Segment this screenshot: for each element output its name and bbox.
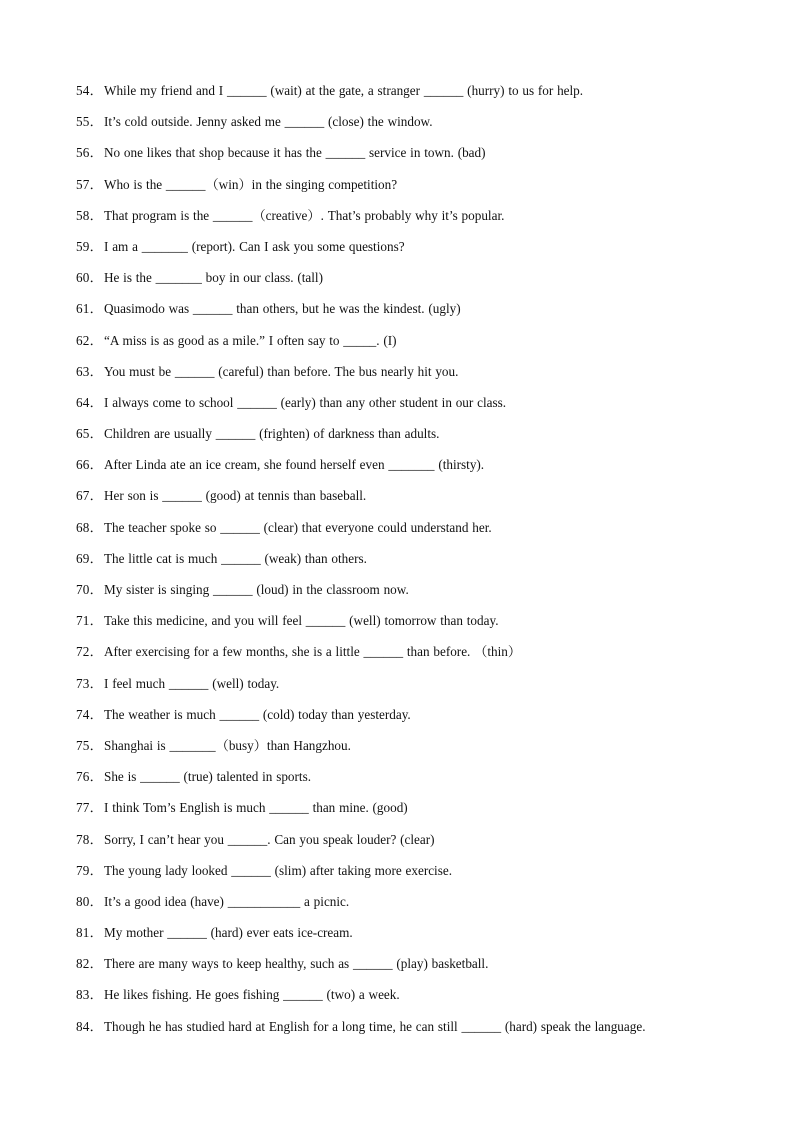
question-number: 80． — [76, 893, 103, 909]
question-item — [76, 922, 776, 953]
question-text: The weather is much ______ (cold) today than yesterday. — [104, 706, 411, 722]
question-text: Quasimodo was ______ than others, but he was the kindest. (ugly) — [104, 301, 461, 317]
question-number: 66． — [76, 457, 103, 473]
question-text: Take this medicine, and you will feel ______ (well) tomorrow than today. — [104, 613, 499, 629]
question-item — [76, 860, 776, 891]
question-number: 55． — [76, 114, 103, 130]
question-number: 76． — [76, 769, 103, 785]
question-item — [76, 829, 776, 860]
question-number: 58． — [76, 207, 103, 223]
question-text: The teacher spoke so ______ (clear) that everyone could understand her. — [104, 519, 492, 535]
question-item — [76, 641, 776, 672]
question-text: You must be ______ (careful) than before. The bus nearly hit you. — [104, 363, 459, 379]
question-number: 78． — [76, 831, 103, 847]
question-number: 64． — [76, 394, 103, 410]
question-text: It’s a good idea (have) ___________ a picnic. — [104, 893, 350, 909]
question-text: My mother ______ (hard) ever eats ice-cream. — [104, 925, 353, 941]
question-number: 83． — [76, 987, 103, 1003]
question-item — [76, 891, 776, 922]
question-number: 63． — [76, 363, 103, 379]
question-item — [76, 548, 776, 579]
question-number: 60． — [76, 270, 103, 286]
question-number: 71． — [76, 613, 103, 629]
question-item — [76, 517, 776, 548]
question-item — [76, 673, 776, 704]
question-text: The little cat is much ______ (weak) than others. — [104, 550, 367, 566]
question-number: 84． — [76, 1018, 103, 1034]
question-item — [76, 797, 776, 828]
question-number: 57． — [76, 176, 103, 192]
question-text: Who is the ______（win）in the singing competition? — [104, 176, 398, 192]
question-number: 72． — [76, 644, 103, 660]
question-item — [76, 610, 776, 641]
question-item — [76, 735, 776, 766]
question-text: I am a _______ (report). Can I ask you some questions? — [104, 238, 405, 254]
question-text: That program is the ______（creative）. That’s probably why it’s popular. — [104, 207, 505, 223]
question-number: 67． — [76, 488, 103, 504]
question-item — [76, 205, 776, 236]
question-item — [76, 579, 776, 610]
question-text: Sorry, I can’t hear you ______. Can you speak louder? (clear) — [104, 831, 435, 847]
question-text: He is the _______ boy in our class. (tall) — [104, 270, 323, 286]
question-text: I always come to school ______ (early) than any other student in our class. — [104, 394, 507, 410]
question-item — [76, 392, 776, 423]
question-item — [76, 423, 776, 454]
question-text: I feel much ______ (well) today. — [104, 675, 280, 691]
question-item — [76, 1016, 776, 1047]
question-number: 74． — [76, 706, 103, 722]
question-item — [76, 267, 776, 298]
question-text: It’s cold outside. Jenny asked me ______ (close) the window. — [104, 114, 433, 130]
question-number: 68． — [76, 519, 103, 535]
question-number: 61． — [76, 301, 103, 317]
question-item — [76, 485, 776, 516]
question-item — [76, 766, 776, 797]
question-text: “A miss is as good as a mile.” I often say to _____. (I) — [104, 332, 397, 348]
question-number: 59． — [76, 238, 103, 254]
question-text: After Linda ate an ice cream, she found herself even _______ (thirsty). — [104, 457, 485, 473]
question-text: The young lady looked ______ (slim) after taking more exercise. — [104, 862, 453, 878]
question-number: 69． — [76, 550, 103, 566]
question-item — [76, 236, 776, 267]
question-item — [76, 361, 776, 392]
question-number: 82． — [76, 956, 103, 972]
question-item — [76, 330, 776, 361]
question-item — [76, 454, 776, 485]
question-list — [76, 80, 776, 1047]
question-text: While my friend and I ______ (wait) at the gate, a stranger ______ (hurry) to us for help. — [104, 83, 584, 98]
question-text: He likes fishing. He goes fishing ______ (two) a week. — [104, 987, 400, 1003]
question-item — [76, 174, 776, 205]
question-text: Shanghai is _______（busy）than Hangzhou. — [104, 737, 351, 753]
question-item — [76, 142, 776, 173]
question-text: She is ______ (true) talented in sports. — [104, 769, 312, 785]
question-item — [76, 80, 776, 111]
question-item — [76, 298, 776, 329]
question-item — [76, 704, 776, 735]
question-text: I think Tom’s English is much ______ than mine. (good) — [104, 800, 408, 816]
question-text: Children are usually ______ (frighten) of darkness than adults. — [104, 426, 440, 442]
question-text: After exercising for a few months, she is a little ______ than before. （thin） — [104, 644, 522, 660]
question-text: There are many ways to keep healthy, such as ______ (play) basketball. — [104, 956, 489, 972]
question-number: 77． — [76, 800, 103, 816]
question-item — [76, 111, 776, 142]
question-number: 62． — [76, 332, 103, 348]
question-number: 54． — [76, 83, 103, 98]
question-number: 56． — [76, 145, 103, 161]
question-text: Though he has studied hard at English for a long time, he can still ______ (hard) speak the language. — [104, 1018, 646, 1034]
question-item — [76, 953, 776, 984]
question-number: 75． — [76, 737, 103, 753]
question-number: 70． — [76, 582, 103, 597]
question-number: 73． — [76, 675, 103, 691]
question-number: 81． — [76, 925, 103, 941]
question-item — [76, 984, 776, 1015]
question-text: No one likes that shop because it has the ______ service in town. (bad) — [104, 145, 486, 161]
question-number: 65． — [76, 426, 103, 442]
question-text: Her son is ______ (good) at tennis than baseball. — [104, 488, 367, 504]
question-text: My sister is singing ______ (loud) in the classroom now. — [104, 582, 409, 597]
question-number: 79． — [76, 862, 103, 878]
